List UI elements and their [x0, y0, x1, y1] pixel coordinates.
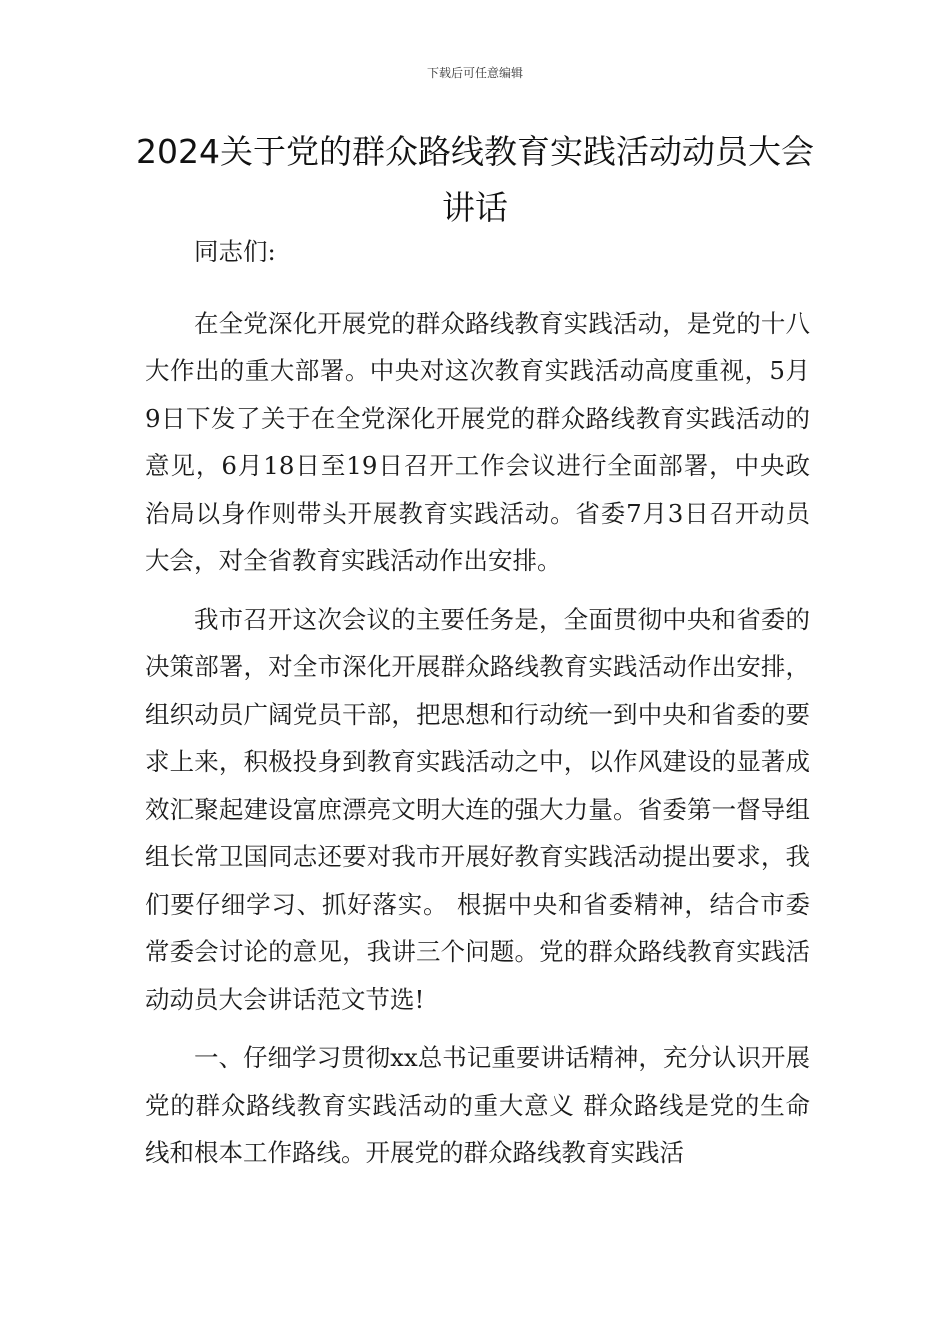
paragraph-2: 我市召开这次会议的主要任务是，全面贯彻中央和省委的决策部署，对全市深化开展群众路线教育实践活动作出安排，组织动员广阔党员干部，把思想和行动统一到中央和省委的要求上来，积极投身到教育实践活动之中，以作风建设的显著成效汇聚起建设富庶漂亮文明大连的强大力量。省委第一督导组组长常卫国同志还要对我市开展好教育实践活动提出要求，我们要仔细学习、抓好落实。 根据中央和省委精神，结合市委常委会讨论的意见，我讲三个问题。党的群众路线教育实践活动动员大会讲话范文节选!: [145, 604, 810, 1014]
document-title: 2024关于党的群众路线教育实践活动动员大会讲话: [136, 132, 814, 227]
document-body: [145, 228, 810, 1188]
paragraph-3: 一、仔细学习贯彻xx总书记重要讲话精神，充分认识开展党的群众路线教育实践活动的重大意义 群众路线是党的生命线和根本工作路线。开展党的群众路线教育实践活: [145, 1043, 810, 1167]
salutation: 同志们:: [194, 237, 276, 266]
header-note: 下载后可任意编辑: [426, 66, 523, 80]
paragraph-1: 在全党深化开展党的群众路线教育实践活动，是党的十八大作出的重大部署。中央对这次教育实践活动高度重视，5月9日下发了关于在全党深化开展党的群众路线教育实践活动的意见，6月18日至19日召开工作会议进行全面部署，中央政治局以身作则带头开展教育实践活动。省委7月3日召开动员大会，对全省教育实践活动作出安排。: [145, 308, 810, 575]
